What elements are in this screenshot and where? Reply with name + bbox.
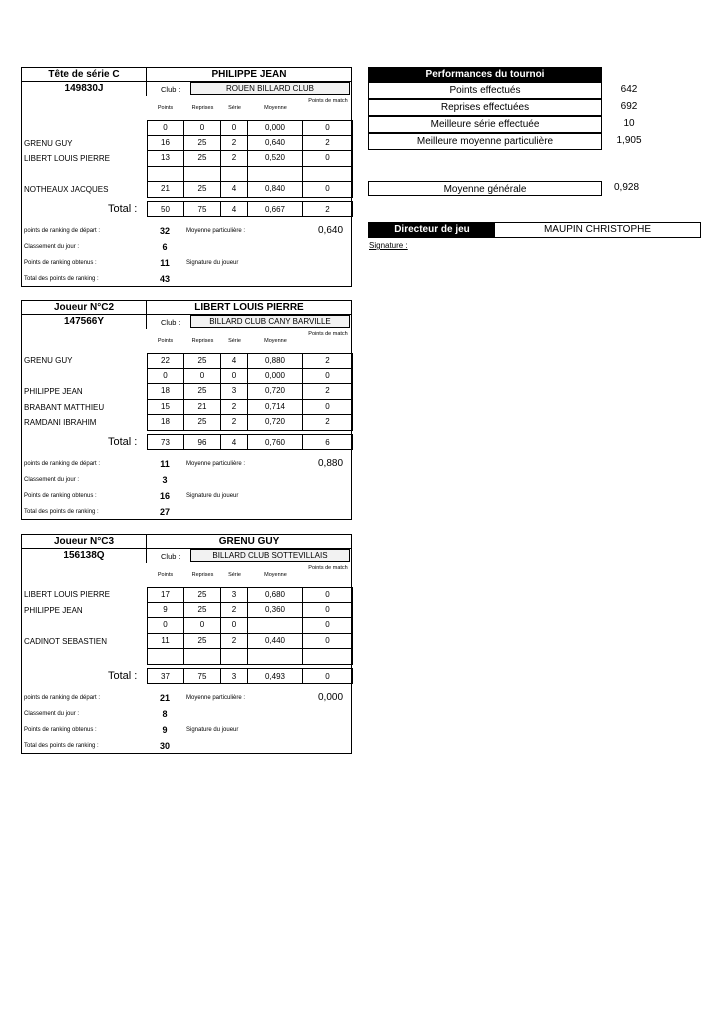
ranking-earned-label: Points de ranking obtenus : [24,493,97,499]
moyenne-particuliere-value: 0,000 [318,692,344,703]
match-cell [248,167,303,183]
performance-label: Reprises effectuées [368,99,602,116]
performances-panel [368,67,702,155]
club-label: Club : [161,318,181,327]
moyenne-generale-box [368,181,602,196]
ranking-start-label: points de ranking de départ : [24,228,101,234]
match-cell: 25 [184,182,221,198]
match-cell: 4 [221,182,248,198]
ranking-earned-label: Points de ranking obtenus : [24,727,97,733]
match-cell: 0,440 [248,634,303,650]
player-card [21,67,352,287]
match-cell: 2 [303,415,353,431]
moyenne-particuliere-label: Moyenne particulière : [186,228,246,234]
total-cell: 37 [147,668,184,684]
total-row [147,201,353,217]
column-header: Points de match [308,565,348,571]
performance-value: 10 [623,118,635,129]
total-cell: 75 [184,201,221,217]
column-header: Reprises [191,338,214,344]
moyenne-generale-label: Moyenne générale [443,184,527,195]
player-card [21,300,352,520]
opponent-name: PHILIPPE JEAN [24,605,83,615]
match-cell: 25 [184,587,221,603]
match-cell: 16 [147,136,184,152]
match-cell: 25 [184,353,221,369]
column-header: Reprises [191,572,214,578]
match-cell: 18 [147,415,184,431]
match-cell: 2 [221,634,248,650]
match-cell: 0 [303,120,353,136]
performance-label: Meilleure moyenne particulière [368,133,602,150]
performance-value: 1,905 [616,135,642,146]
club-label: Club : [161,552,181,561]
column-header: Points de match [308,98,348,104]
match-cell [303,167,353,183]
total-cell: 3 [221,668,248,684]
match-cell: 0 [184,369,221,385]
directeur-label: Directeur de jeu [369,223,495,237]
match-cell: 2 [221,400,248,416]
total-label: Total : [108,436,138,448]
opponent-name: GRENU GUY [24,356,73,365]
column-headers [147,331,353,351]
match-cell: 0,720 [248,384,303,400]
total-cell: 2 [303,201,353,217]
moyenne-generale-value: 0,928 [614,182,640,193]
total-row [147,434,353,450]
ranking-start-value: 32 [159,226,170,236]
match-cell: 2 [221,136,248,152]
match-cell: 11 [147,634,184,650]
column-headers [147,565,353,585]
day-rank-label: Classement du jour : [24,477,80,483]
directeur-panel [368,222,701,238]
total-cell: 0 [303,668,353,684]
match-cell: 0,000 [248,120,303,136]
directeur-signature: Signature : [369,241,408,250]
total-cell: 50 [147,201,184,217]
opponent-name: LIBERT LOUIS PIERRE [24,154,110,163]
total-cell: 73 [147,434,184,450]
column-header: Série [228,572,241,578]
signature-joueur-label: Signature du joueur [186,727,239,733]
match-cell: 0 [303,587,353,603]
column-header: Reprises [191,105,214,111]
match-cell: 2 [221,415,248,431]
column-header: Points [157,105,174,111]
total-cell: 0,493 [248,668,303,684]
player-licence-id: 147566Y [22,315,147,329]
match-row [22,603,351,619]
match-row [22,384,351,400]
match-row [22,587,351,603]
match-cell [248,649,303,665]
match-cell: 2 [303,384,353,400]
total-cell: 4 [221,434,248,450]
player-seed-label: Joueur N°C3 [22,535,147,549]
ranking-start-label: points de ranking de départ : [24,695,101,701]
total-label: Total : [108,670,138,682]
club-label: Club : [161,85,181,94]
opponent-name: CADINOT SEBASTIEN [24,636,107,646]
opponent-name: NOTHEAUX JACQUES [24,185,109,194]
ranking-earned-value: 11 [160,258,170,268]
match-cell: 0,720 [248,415,303,431]
ranking-start-label: points de ranking de départ : [24,461,101,467]
ranking-earned-value: 16 [159,491,170,501]
total-cell: 6 [303,434,353,450]
match-row [22,649,351,665]
match-row [22,167,351,183]
match-cell: 0 [184,120,221,136]
performance-label: Meilleure série effectuée [368,116,602,133]
club-name: ROUEN BILLARD CLUB [190,82,350,95]
match-cell: 0 [221,120,248,136]
match-cell: 18 [147,384,184,400]
match-cell: 0 [303,618,353,634]
day-rank-value: 3 [162,475,168,485]
ranking-total-value: 43 [159,274,170,284]
match-row [22,415,351,431]
player-licence-id: 156138Q [22,549,147,563]
match-cell: 25 [184,603,221,619]
performance-value: 692 [620,101,638,112]
match-cell [184,649,221,665]
match-cell: 17 [147,587,184,603]
column-header: Série [228,105,241,111]
match-cell: 25 [184,634,221,650]
opponent-name: GRENU GUY [24,138,73,148]
match-cell: 22 [147,353,184,369]
match-cell: 2 [221,151,248,167]
ranking-total-value: 30 [159,741,170,751]
match-cell: 3 [221,587,248,603]
match-cell: 0,360 [248,603,303,619]
match-cell: 13 [147,151,184,167]
day-rank-label: Classement du jour : [24,711,80,717]
match-cell: 2 [221,603,248,619]
match-cell [248,618,303,634]
player-card [21,534,352,754]
total-row [147,668,353,684]
total-cell: 4 [221,201,248,217]
match-cell: 0,880 [248,353,303,369]
match-cell: 0 [303,400,353,416]
match-cell: 0 [147,120,184,136]
match-row [22,618,351,634]
match-row [22,182,351,198]
player-name: GRENU GUY [147,535,351,549]
match-cell: 0 [184,618,221,634]
ranking-start-value: 21 [159,693,170,703]
match-cell: 25 [184,415,221,431]
match-cell: 4 [221,353,248,369]
day-rank-value: 6 [162,242,168,252]
player-licence-id: 149830J [22,82,147,96]
ranking-earned-label: Points de ranking obtenus : [24,260,97,266]
directeur-name: MAUPIN CHRISTOPHE [543,224,652,235]
match-cell: 0,520 [248,151,303,167]
signature-joueur-label: Signature du joueur [186,493,239,499]
column-header: Moyenne [264,572,287,578]
match-cell: 0 [221,369,248,385]
day-rank-value: 8 [162,709,168,719]
match-cell: 0 [221,618,248,634]
match-cell [184,167,221,183]
performances-title: Performances du tournoi [368,67,602,82]
match-cell: 21 [147,182,184,198]
performance-value: 642 [620,84,638,95]
match-row [22,634,351,650]
club-name: BILLARD CLUB SOTTEVILLAIS [190,549,350,562]
match-cell: 0 [303,603,353,619]
match-cell [221,649,248,665]
match-cell: 0,714 [248,400,303,416]
match-cell: 0 [147,618,184,634]
player-seed-label: Tête de série C [22,68,147,82]
total-cell: 75 [184,668,221,684]
match-row [22,400,351,416]
moyenne-particuliere-label: Moyenne particulière : [186,695,246,701]
column-header: Points [157,572,174,578]
moyenne-particuliere-value: 0,880 [318,458,344,469]
club-name: BILLARD CLUB CANY BARVILLE [190,315,350,328]
match-row [22,120,351,136]
match-cell [221,167,248,183]
moyenne-particuliere-label: Moyenne particulière : [186,461,246,467]
match-cell [303,649,353,665]
opponent-name: RAMDANI IBRAHIM [24,418,97,427]
ranking-total-label: Total des points de ranking : [24,743,99,749]
ranking-start-value: 11 [160,459,170,469]
total-cell: 0,760 [248,434,303,450]
match-cell [147,167,184,183]
ranking-total-label: Total des points de ranking : [24,276,99,282]
match-cell: 0 [303,182,353,198]
match-cell: 0,680 [248,587,303,603]
match-cell: 3 [221,384,248,400]
player-name: LIBERT LOUIS PIERRE [147,301,351,315]
player-seed-label: Joueur N°C2 [22,301,147,315]
match-cell: 25 [184,384,221,400]
match-row [22,151,351,167]
performance-label: Points effectués [368,82,602,99]
column-header: Moyenne [264,105,287,111]
moyenne-particuliere-value: 0,640 [318,225,344,236]
opponent-name: LIBERT LOUIS PIERRE [24,590,110,599]
opponent-name: BRABANT MATTHIEU [24,402,105,412]
match-cell: 21 [184,400,221,416]
match-cell: 0 [147,369,184,385]
ranking-total-value: 27 [159,507,170,517]
opponent-name: PHILIPPE JEAN [24,387,83,396]
match-cell: 15 [147,400,184,416]
match-cell: 25 [184,136,221,152]
column-header: Moyenne [264,338,287,344]
total-cell: 96 [184,434,221,450]
match-cell: 2 [303,136,353,152]
match-cell: 9 [147,603,184,619]
match-cell: 0,000 [248,369,303,385]
match-cell: 25 [184,151,221,167]
match-cell: 0,840 [248,182,303,198]
match-row [22,353,351,369]
ranking-earned-value: 9 [162,725,168,735]
total-label: Total : [108,203,138,215]
match-cell: 0,640 [248,136,303,152]
column-headers [147,98,353,118]
total-cell: 0,667 [248,201,303,217]
player-name: PHILIPPE JEAN [147,68,351,82]
signature-joueur-label: Signature du joueur [186,260,239,266]
match-cell: 0 [303,634,353,650]
column-header: Points [157,338,174,344]
ranking-total-label: Total des points de ranking : [24,509,99,515]
match-row [22,136,351,152]
match-cell: 2 [303,353,353,369]
column-header: Points de match [308,331,348,337]
match-cell: 0 [303,151,353,167]
match-cell: 0 [303,369,353,385]
column-header: Série [228,338,241,344]
match-row [22,369,351,385]
day-rank-label: Classement du jour : [24,244,80,250]
match-cell [147,649,184,665]
